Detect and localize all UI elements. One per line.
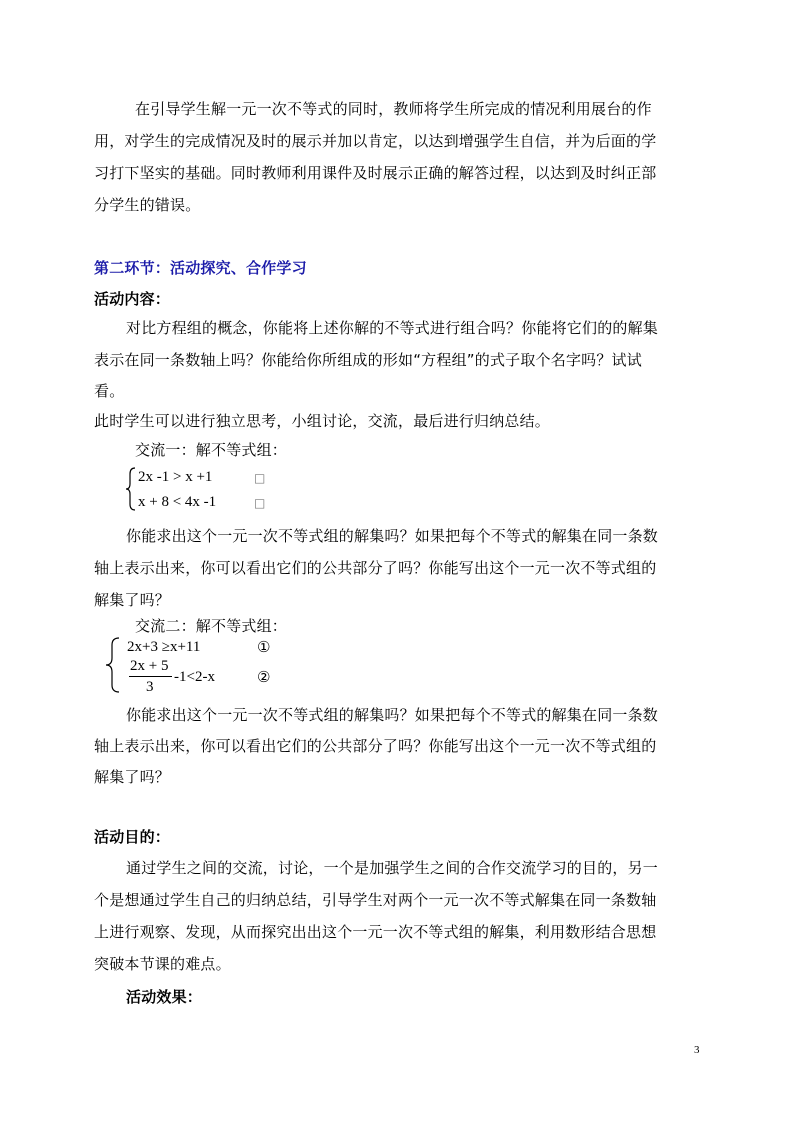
purpose-line-3: 上进行观察、发现，从而探究出出这个一元一次不等式组的解集，利用数形结合思想: [94, 923, 657, 941]
exchange-1-inequality-2: x + 8 < 4x -1: [138, 494, 217, 510]
question-1-line-3: 解集了吗？: [94, 591, 171, 609]
section-title: 第二环节：活动探究、合作学习: [94, 259, 307, 277]
effect-heading: 活动效果：: [126, 988, 203, 1006]
paragraph-2-line-1: 对比方程组的概念，你能将上述你解的不等式进行组合吗？你能将它们的的解集: [126, 319, 659, 337]
question-1-line-2: 轴上表示出来，你可以看出它们的公共部分了吗？你能写出这个一元一次不等式组的: [94, 559, 657, 577]
question-1-line-1: 你能求出这个一元一次不等式组的解集吗？如果把每个不等式的解集在同一条数: [126, 527, 659, 545]
fraction-denominator: 3: [146, 679, 154, 695]
exchange-2-inequality-1: 2x+3 ≥x+11: [127, 639, 201, 655]
left-brace-1: [124, 466, 138, 512]
exchange-2-label: 交流二：解不等式组：: [135, 617, 288, 635]
placeholder-marker-2: □: [254, 496, 266, 510]
purpose-line-2: 个是想通过学生自己的归纳总结，引导学生对两个一元一次不等式解集在同一条数轴: [94, 891, 657, 909]
fraction-bar: [129, 676, 172, 677]
exchange-1-inequality-1: 2x -1 > x +1: [138, 469, 213, 485]
paragraph-1-line-3: 习打下坚实的基础。同时教师利用课件及时展示正确的解答过程，以达到及时纠正部: [94, 164, 657, 182]
circled-number-2: ②: [257, 668, 271, 686]
purpose-line-1: 通过学生之间的交流，讨论，一个是加强学生之间的合作交流学习的目的，另一: [126, 859, 659, 877]
purpose-heading: 活动目的：: [94, 828, 171, 846]
paragraph-1-line-2: 用，对学生的完成情况及时的展示并加以肯定，以达到增强学生自信，并为后面的学: [94, 132, 657, 150]
paragraph-1-line-1: 在引导学生解一元一次不等式的同时，教师将学生所完成的情况利用展台的作: [135, 100, 652, 118]
placeholder-marker-1: □: [254, 471, 266, 485]
page-number: 3: [694, 1044, 700, 1056]
content-heading: 活动内容：: [94, 290, 171, 308]
exchange-1-label: 交流一：解不等式组：: [135, 441, 288, 459]
left-brace-2: [104, 636, 122, 694]
paragraph-2-line-3: 看。: [94, 382, 125, 400]
paragraph-3: 此时学生可以进行独立思考，小组讨论，交流，最后进行归纳总结。: [94, 412, 551, 430]
paragraph-2-line-2: 表示在同一条数轴上吗？你能给你所组成的形如“方程组”的式子取个名字吗？试试: [94, 351, 642, 369]
exchange-2-inequality-2: -1<2-x: [174, 669, 215, 685]
fraction-numerator: 2x + 5: [130, 658, 169, 674]
purpose-line-4: 突破本节课的难点。: [94, 955, 231, 973]
circled-number-1: ①: [257, 638, 271, 656]
paragraph-1-line-4: 分学生的错误。: [94, 196, 201, 214]
question-2-line-1: 你能求出这个一元一次不等式组的解集吗？如果把每个不等式的解集在同一条数: [126, 706, 659, 724]
question-2-line-3: 解集了吗？: [94, 768, 171, 786]
question-2-line-2: 轴上表示出来，你可以看出它们的公共部分了吗？你能写出这个一元一次不等式组的: [94, 737, 657, 755]
